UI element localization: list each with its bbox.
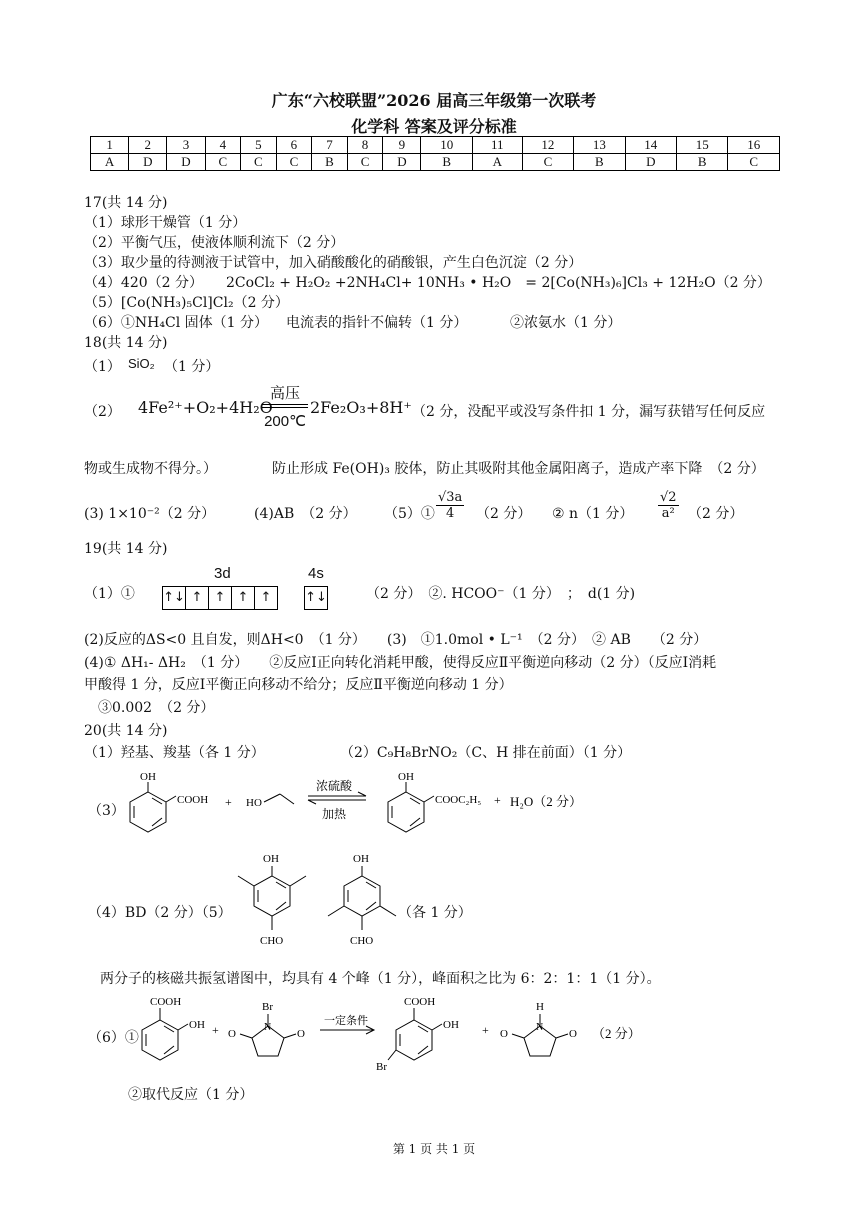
isomer1-structure <box>238 866 306 930</box>
answer-table-number: 15 <box>677 137 728 154</box>
q17-line4-equation: 2CoCl₂ + H₂O₂ +2NH₄Cl+ 10NH₃ • H₂O = 2[Co(NH₃)₆]Cl₃ + 12H₂O（2 分） <box>226 275 771 291</box>
ethanol-ho: HO <box>246 797 262 809</box>
orbital-4s-label: 4s <box>308 565 324 582</box>
document-subtitle: 化学科 答案及评分标准 <box>351 117 517 136</box>
answer-table-answer: D <box>625 154 676 171</box>
q20-line6b: ②取代反应（1 分） <box>128 1087 254 1103</box>
answer-table-number: 3 <box>167 137 205 154</box>
q18-line2-products: 2Fe₂O₃+8H⁺ <box>310 398 412 417</box>
q20-line4-label: （4）BD（2 分）（5） <box>88 905 232 921</box>
isomer1-oh: OH <box>263 853 279 865</box>
isomer2-structure <box>328 866 396 930</box>
answer-table-answer: B <box>312 154 348 171</box>
answer-table-answer: C <box>728 154 780 171</box>
answer-table-answer: A <box>91 154 129 171</box>
orbital-box: ↑ <box>185 587 208 609</box>
answer-table-answer: C <box>241 154 277 171</box>
answer-table-answer: D <box>167 154 205 171</box>
orbital-box: ↑ <box>254 587 277 609</box>
answer-table-answer: D <box>383 154 421 171</box>
q18-line3: (3) 1×10⁻²（2 分） <box>84 506 216 522</box>
q18-heading: 18(共 14 分) <box>84 335 168 351</box>
ethanol-chain <box>264 794 294 804</box>
q18-fraction-numerator: √3a <box>438 490 463 505</box>
q18-line1-label: （1） <box>84 359 121 375</box>
succinimide-h: H <box>536 1001 544 1013</box>
succinimide-n: N <box>536 1022 544 1033</box>
q18-fraction2-numerator: √2 <box>660 490 677 505</box>
answer-table-number: 13 <box>574 137 625 154</box>
product-cooh: COOH <box>404 996 436 1008</box>
ester-oh: OH <box>398 771 414 783</box>
q20-6-score: （2 分） <box>592 1026 641 1041</box>
q19-heading: 19(共 14 分) <box>84 541 168 557</box>
answer-table-number: 6 <box>276 137 312 154</box>
succinimide-o-right: O <box>569 1028 577 1040</box>
q19-line1-rest: （2 分） ②. HCOO⁻（1 分） ； d(1 分) <box>366 586 636 602</box>
q20-line5-text: 两分子的核磁共振氢谱图中，均具有 4 个峰（1 分），峰面积之比为 6：2：1：1（1 分）。 <box>100 971 661 987</box>
succinimide-structure <box>512 1014 568 1056</box>
q17-line6a: （6）①NH₄Cl 固体（1 分） <box>84 315 268 331</box>
q20-line2: （2）C₉H₈BrNO₂（C、H 排在前面）（1 分） <box>340 745 632 761</box>
salicylic-cooh: COOH <box>177 794 209 806</box>
salicylic-acid-structure <box>130 782 176 832</box>
answer-table-number: 4 <box>205 137 241 154</box>
ester-group: COOC₂H₅ <box>435 794 482 806</box>
nbs-o-right: O <box>297 1028 305 1040</box>
reaction3-plus2: + <box>494 793 501 807</box>
q18-line5-n: ② n（1 分） <box>552 506 634 522</box>
q18-fraction-denominator: 4 <box>446 506 455 521</box>
q20-line1: （1）羟基、羧基（各 1 分） <box>84 745 265 761</box>
q19-line4a: (4)① ΔH₁- ΔH₂ （1 分） ②反应Ⅰ正向转化消耗甲酸，使得反应Ⅱ平衡逆向移动（2 分）（反应Ⅰ消耗 <box>84 655 717 671</box>
q20-heading: 20(共 14 分) <box>84 723 168 739</box>
q17-line3: （3）取少量的待测液于试管中，加入硝酸酸化的硝酸银，产生白色沉淀（2 分） <box>84 255 583 271</box>
q20-6-arrow <box>320 1026 374 1034</box>
q17-heading: 17(共 14 分) <box>84 195 168 211</box>
q17-line4-score: （4）420（2 分） <box>84 275 203 291</box>
answer-table-number: 14 <box>625 137 676 154</box>
product-br: Br <box>376 1061 387 1073</box>
answer-table-number: 9 <box>383 137 421 154</box>
answer-table-answer: B <box>677 154 728 171</box>
orbital-3d-label: 3d <box>214 565 231 582</box>
ethyl-salicylate-structure <box>388 782 434 832</box>
q18-line2-note-cont: 物或生成物不得分。） <box>84 461 217 477</box>
q17-line1: （1）球形干燥管（1 分） <box>84 215 247 231</box>
q20-6-plus: + <box>212 1023 219 1037</box>
q19-line4b: 甲酸得 1 分，反应Ⅰ平衡正向移动不给分；反应Ⅱ平衡逆向移动 1 分） <box>84 677 513 693</box>
q17-line2: （2）平衡气压，使液体顺利流下（2 分） <box>84 235 345 251</box>
orbital-box: ↑↓ <box>305 590 327 605</box>
q20-6-oh: OH <box>189 1019 205 1031</box>
answer-table-answer: C <box>205 154 241 171</box>
q17-line6b: 电流表的指针不偏转（1 分） <box>286 315 468 331</box>
equilibrium-arrow <box>308 792 366 804</box>
q20-6-condition: 一定条件 <box>324 1015 368 1027</box>
q17-line5: （5）[Co(NH₃)₅Cl]Cl₂（2 分） <box>84 295 289 311</box>
q18-line1-formula: SiO₂ <box>128 356 155 371</box>
q20-line5-note: （各 1 分） <box>398 905 472 921</box>
answer-table-answer: C <box>347 154 383 171</box>
q20-line6-label: （6）① <box>88 1030 139 1046</box>
isomer1-cho: CHO <box>260 935 284 947</box>
q18-line2-condition-top: 高压 <box>269 385 300 402</box>
q18-fraction2-denominator: a² <box>661 506 675 521</box>
reaction3-water: H₂O（2 分） <box>510 794 583 809</box>
nbs-o-left: O <box>228 1028 236 1040</box>
q18-line5-score: （2 分） <box>476 506 532 522</box>
q19-line4c: ③0.002 （2 分） <box>98 700 215 716</box>
isomer2-oh: OH <box>353 853 369 865</box>
salicylic-oh: OH <box>140 771 156 783</box>
q18-line5-score2: （2 分） <box>688 506 744 522</box>
answer-table-number: 5 <box>241 137 277 154</box>
bromosalicylic-structure <box>388 1008 442 1060</box>
q18-line5-label: （5）① <box>384 506 435 522</box>
q18-line2-condition-bottom: 200℃ <box>264 413 306 430</box>
orbital-box: ↑↓ <box>163 590 185 605</box>
answer-table-answer: A <box>472 154 522 171</box>
q18-line1-score: （1 分） <box>164 359 220 375</box>
orbital-box: ↑ <box>231 587 254 609</box>
q20-line3-label: （3） <box>88 803 125 819</box>
q19-line1-label: （1）① <box>84 586 135 602</box>
q18-line2-b: 防止形成 Fe(OH)₃ 胶体，防止其吸附其他金属阳离子，造成产率下降 （2 分） <box>272 461 765 477</box>
isomer2-cho: CHO <box>350 935 374 947</box>
answer-table-answer: C <box>522 154 573 171</box>
q18-line2-reactants: 4Fe²⁺+O₂+4H₂O <box>138 398 273 417</box>
answer-table-number: 10 <box>421 137 472 154</box>
q20-6-salicylic-structure <box>142 1008 188 1060</box>
nbs-structure <box>240 1014 296 1056</box>
orbital-box: ↑ <box>208 587 231 609</box>
q19-line2: (2)反应的ΔS<0 且自发，则ΔH<0 （1 分） (3) ①1.0mol • L⁻¹ （2 分） ② AB （2 分） <box>84 632 708 648</box>
nbs-n: N <box>264 1022 272 1033</box>
q17-line6c: ②浓氨水（1 分） <box>510 315 622 331</box>
esterification-condition-bottom: 加热 <box>322 807 347 821</box>
q18-line2-note: （2 分，没配平或没写条件扣 1 分，漏写获错写任何反应 <box>412 404 766 420</box>
product-oh: OH <box>443 1019 459 1031</box>
esterification-condition-top: 浓硫酸 <box>316 779 353 793</box>
reaction3-plus: + <box>225 795 232 809</box>
answer-table-answer: D <box>129 154 167 171</box>
q20-6-plus2: + <box>482 1023 489 1037</box>
answer-table-number: 8 <box>347 137 383 154</box>
answer-table-number: 16 <box>728 137 780 154</box>
nbs-br: Br <box>262 1001 273 1013</box>
q18-line2-label: （2） <box>84 404 121 420</box>
answer-table-answer: B <box>421 154 472 171</box>
answer-table-answer: C <box>276 154 312 171</box>
answer-table-answer: B <box>574 154 625 171</box>
document-title: 广东“六校联盟”2026 届高三年级第一次联考 <box>271 91 597 110</box>
q18-line4: (4)AB （2 分） <box>254 506 357 522</box>
page-footer: 第 1 页 共 1 页 <box>392 1142 476 1156</box>
succinimide-o-left: O <box>500 1028 508 1040</box>
answer-table-number: 2 <box>129 137 167 154</box>
answer-table-number: 12 <box>522 137 573 154</box>
q20-6-cooh: COOH <box>150 996 182 1008</box>
answer-table-number: 1 <box>91 137 129 154</box>
answer-table-number: 7 <box>312 137 348 154</box>
answer-table-number: 11 <box>472 137 522 154</box>
